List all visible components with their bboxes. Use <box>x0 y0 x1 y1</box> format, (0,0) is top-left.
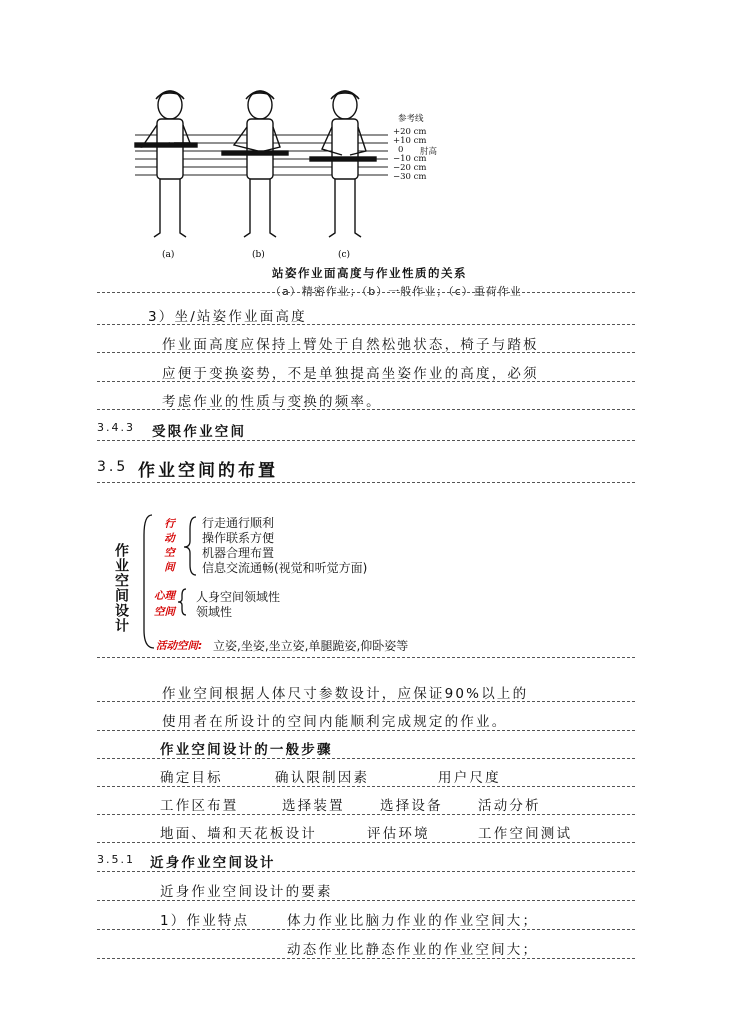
step-item: 确定目标 <box>160 770 223 786</box>
step-item: 地面、墙和天花板设计 <box>160 826 317 842</box>
mindmap-item: 机器合理布置 <box>202 546 275 560</box>
mindmap-activity-items: 立姿,坐姿,坐立姿,单腿跪姿,仰卧姿等 <box>213 639 409 653</box>
mindmap-branch-activity-space: 活动空间: <box>156 640 203 652</box>
step-item: 选择设备 <box>380 798 443 814</box>
step-item: 活动分析 <box>478 798 541 814</box>
figure-label-c: (c) <box>338 250 351 260</box>
paragraph-line: 作业空间根据人体尺寸参数设计，应保证90%以上的 <box>162 686 529 702</box>
figure-label-a: (a) <box>162 250 175 260</box>
step-item: 评估环境 <box>367 826 430 842</box>
step-item: 选择装置 <box>282 798 345 814</box>
figure-label-b: (b) <box>252 250 265 260</box>
paragraph-line: 近身作业空间设计的要素 <box>160 884 333 900</box>
section-number: 3.5 <box>97 459 129 475</box>
paragraph-line: 使用者在所设计的空间内能顺利完成规定的作业。 <box>162 714 508 730</box>
ruler-elbow-label: 肘高 <box>420 147 438 157</box>
section-title: 受限作业空间 <box>152 424 247 440</box>
work-height-figure <box>130 85 410 265</box>
mindmap-branch-action-space: 行动空间 <box>163 518 175 576</box>
step-item: 工作空间测试 <box>478 826 573 842</box>
mindmap-item: 操作联系方便 <box>202 531 275 545</box>
section-number: 3.4.3 <box>97 421 135 434</box>
mindmap-item: 信息交流通畅(视觉和听觉方面) <box>202 561 368 575</box>
section-number: 3.5.1 <box>97 853 135 866</box>
paragraph-line: 作业面高度应保持上臂处于自然松弛状态，椅子与踏板 <box>162 337 539 353</box>
step-item: 用户尺度 <box>438 770 501 786</box>
section-title: 作业空间的布置 <box>138 461 278 481</box>
ruler-mark: −30 cm <box>393 172 427 182</box>
mindmap-branch-psych-label: 心理空间 <box>154 590 175 618</box>
ruler-mark: −10 cm <box>393 154 427 164</box>
paragraph-line: 考虑作业的性质与变换的频率。 <box>162 394 382 410</box>
step-item: 确认限制因素 <box>275 770 370 786</box>
ruler-mark: +10 cm <box>393 136 427 146</box>
steps-title: 作业空间设计的一般步骤 <box>160 742 333 758</box>
ruler-title: 参考线 <box>398 114 424 124</box>
figure-caption-legend: （a）精密作业；（b）一般作业；（c）重荷作业 <box>270 285 522 298</box>
ruler-mark: 0 <box>398 145 404 155</box>
figure-b-person <box>222 91 288 237</box>
mindmap-item: 行走通行顺利 <box>202 516 275 530</box>
paragraph-line: 应便于变换姿势，不是单独提高坐姿作业的高度，必须 <box>162 366 539 382</box>
paragraph-line: 动态作业比静态作业的作业空间大； <box>287 942 539 958</box>
mindmap-root: 作业空间设计 <box>113 543 129 633</box>
section-title: 近身作业空间设计 <box>150 855 276 871</box>
list-item-label: 1）作业特点 <box>160 913 250 929</box>
ruler-mark: −20 cm <box>393 163 427 173</box>
figure-c-person <box>310 91 376 237</box>
figure-a-person <box>135 91 197 237</box>
mindmap-item: 人身空间领域性 <box>196 590 281 604</box>
subheading-sit-stand: 3）坐/站姿作业面高度 <box>148 309 307 325</box>
paragraph-line: 体力作业比脑力作业的作业空间大； <box>287 913 539 929</box>
ruler-mark: +20 cm <box>393 127 427 137</box>
figure-caption-title: 站姿作业面高度与作业性质的关系 <box>272 266 467 280</box>
mindmap-item: 领域性 <box>196 605 233 619</box>
step-item: 工作区布置 <box>160 798 239 814</box>
mindmap-branch-psych-space <box>154 588 180 620</box>
